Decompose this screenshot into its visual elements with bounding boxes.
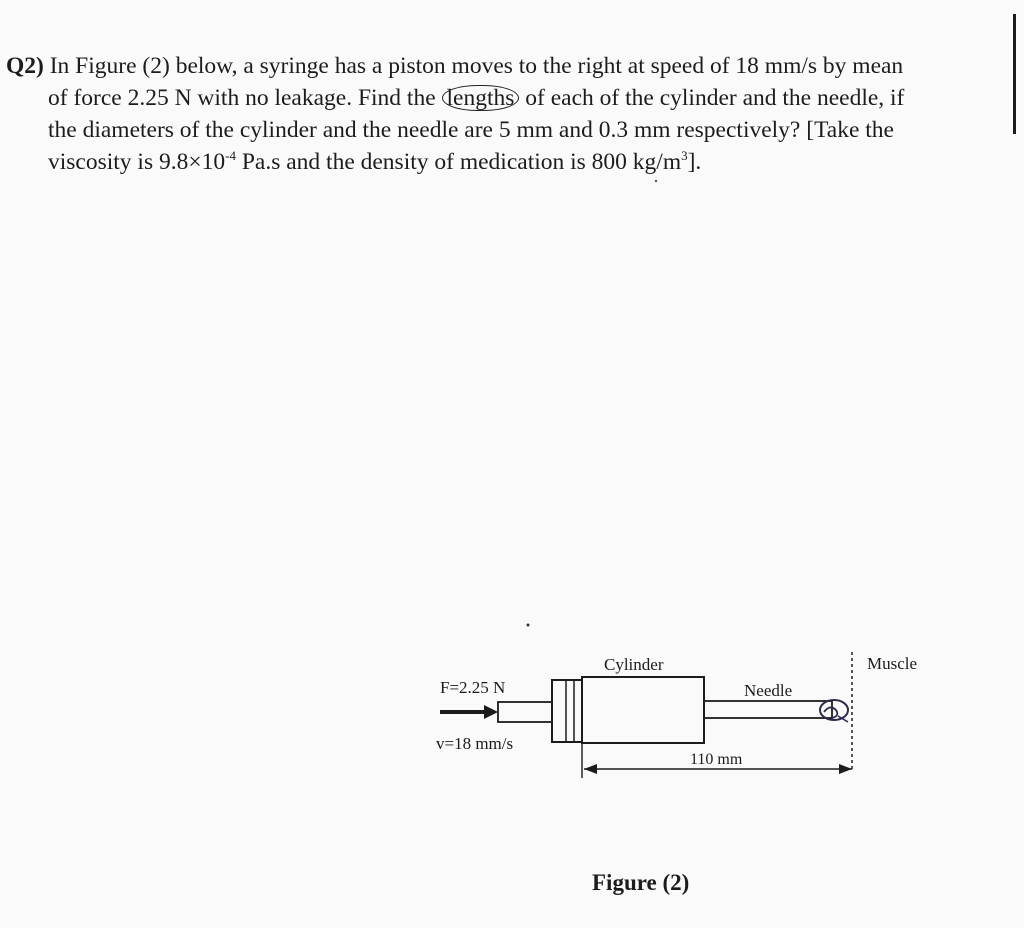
circled-word-lengths: lengths [442, 85, 520, 111]
needle [704, 701, 832, 718]
question-line-4c: ]. [687, 149, 702, 175]
muscle-label: Muscle [867, 654, 918, 673]
needle-label: Needle [744, 681, 793, 700]
question-line-4a: viscosity is 9.8×10 [48, 149, 226, 175]
question-line-2b: of each of the cylinder and the needle, if [519, 85, 905, 111]
plunger-head [552, 680, 582, 742]
velocity-label: v=18 mm/s [436, 734, 514, 753]
cylinder-label: Cylinder [604, 655, 664, 674]
question-number: Q2) [6, 53, 44, 79]
viscosity-exponent: -4 [225, 148, 236, 164]
question-line-1: In Figure (2) below, a syringe has a piston moves to the right at speed of 18 mm/s by mean [49, 53, 904, 79]
force-arrow [440, 705, 498, 719]
piston-rod [498, 702, 552, 722]
density-exponent: 3 [681, 148, 688, 164]
dimension-label: 110 mm [690, 751, 743, 768]
figure-caption: Figure (2) [592, 870, 690, 895]
question-line-2a: of force 2.25 N with no leakage. Find the [48, 85, 442, 111]
force-label: F=2.25 N [440, 678, 506, 697]
stray-dot [527, 624, 530, 627]
question-line-4b: Pa.s and the density of medication is 800 kg/m [235, 149, 682, 175]
stray-dot-2 [655, 180, 657, 182]
question-line-3: the diameters of the cylinder and the needle are 5 mm and 0.3 mm respectively? [Take the [48, 117, 894, 143]
cylinder-body [582, 677, 704, 743]
